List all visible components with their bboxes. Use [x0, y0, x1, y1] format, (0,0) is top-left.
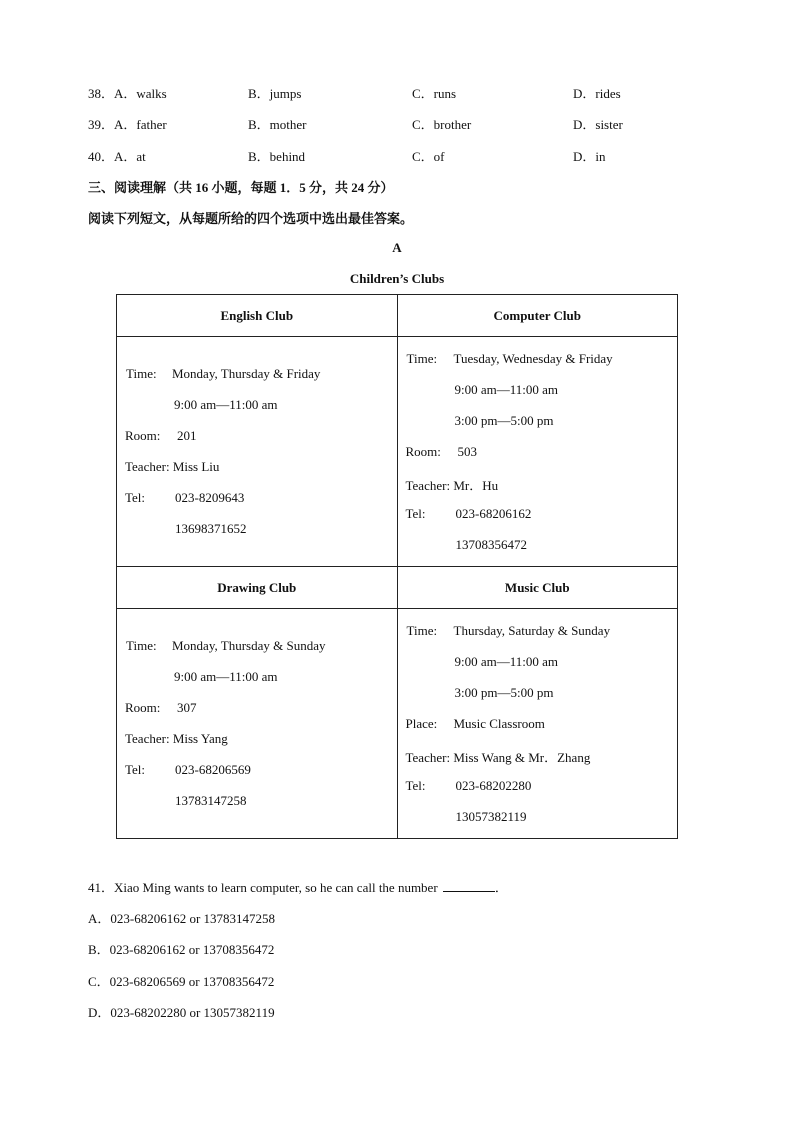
- time-line: [126, 366, 320, 382]
- question-40-number-option-a: [88, 146, 146, 165]
- question-38-row: [88, 83, 748, 103]
- tel-label: Tel:: [125, 762, 146, 777]
- answer-blank: [443, 881, 495, 892]
- question-40-row: [88, 146, 748, 166]
- question-number: 39．: [88, 117, 115, 132]
- question-41-option-c: C．023-68206569 or 13708356472: [88, 974, 275, 989]
- club-header-computer: [397, 295, 678, 337]
- time-slot: 9:00 am—11:00 am: [454, 382, 559, 397]
- option-c: C．brother: [412, 117, 472, 132]
- tel-line: [125, 490, 244, 506]
- time-slot: 3:00 pm—5:00 pm: [454, 685, 554, 700]
- room-line: [125, 700, 197, 716]
- tel-number: 13698371652: [175, 521, 247, 536]
- option-a: A．walks: [114, 86, 167, 101]
- teacher-label: Teacher:: [125, 731, 170, 746]
- tel-label: Tel:: [405, 778, 426, 793]
- room-label: Room:: [125, 700, 161, 715]
- question-39-row: [88, 114, 748, 134]
- time-line: [126, 638, 325, 654]
- option-c: C．of: [412, 149, 445, 164]
- question-41-stem: [88, 877, 508, 896]
- club-header-music: [397, 567, 678, 609]
- time-line: [407, 351, 613, 367]
- time-days: Tuesday, Wednesday & Friday: [453, 351, 613, 366]
- teacher-name: Mr．Hu: [453, 478, 499, 493]
- option-d: D．in: [573, 149, 606, 164]
- tel-label: Tel:: [125, 490, 146, 505]
- time-slot: 9:00 am—11:00 am: [454, 654, 559, 669]
- teacher-label: Teacher:: [405, 750, 451, 765]
- teacher-label: Teacher:: [125, 459, 170, 474]
- time-label: Time:: [406, 351, 438, 366]
- option-d: D．sister: [573, 117, 623, 132]
- passage-letter: A: [392, 240, 402, 255]
- drawing-club-details: [117, 609, 398, 839]
- room-line: [406, 444, 478, 460]
- tel-number: 023-68202280: [455, 778, 532, 793]
- club-name: Music Club: [504, 580, 570, 595]
- section-title: 三、阅读理解（共 16 小题，每题 1．5 分，共 24 分）: [88, 180, 394, 195]
- question-38-number-option-a: [88, 83, 167, 102]
- option-a: A．at: [114, 149, 146, 164]
- tel-line: [406, 506, 532, 522]
- teacher-line: [125, 731, 228, 747]
- club-header-english: [117, 295, 398, 337]
- time-slot: 9:00 am—11:00 am: [174, 669, 278, 684]
- room-number: 503: [457, 444, 477, 459]
- room-label: Room:: [125, 428, 161, 443]
- time-label: Time:: [126, 638, 157, 653]
- music-club-details: [397, 609, 678, 839]
- tel-line: [125, 762, 251, 778]
- time-line: [407, 623, 611, 639]
- tel-number: 13057382119: [455, 809, 527, 824]
- room-number: 201: [177, 428, 197, 443]
- place-name: Music Classroom: [453, 716, 545, 731]
- time-label: Time:: [406, 623, 438, 638]
- clubs-table: [116, 294, 678, 839]
- time-days: Monday, Thursday & Sunday: [172, 638, 326, 653]
- teacher-label: Teacher:: [405, 478, 451, 493]
- time-slot: 9:00 am—11:00 am: [174, 397, 278, 412]
- teacher-name: Miss Yang: [172, 731, 228, 746]
- tel-number: 13708356472: [455, 537, 527, 552]
- option-b: B．behind: [248, 149, 306, 164]
- club-name: Computer Club: [493, 308, 582, 323]
- place-line: [406, 716, 545, 732]
- room-line: [125, 428, 197, 444]
- teacher-name: Miss Liu: [172, 459, 220, 474]
- teacher-line: [406, 747, 591, 766]
- tel-label: Tel:: [405, 506, 426, 521]
- question-41-option-b: B．023-68206162 or 13708356472: [88, 942, 275, 957]
- section-instruction: 阅读下列短文，从每题所给的四个选项中选出最佳答案。: [88, 211, 414, 226]
- time-days: Thursday, Saturday & Sunday: [453, 623, 611, 638]
- teacher-line: [406, 475, 499, 494]
- teacher-line: [125, 459, 219, 475]
- question-41-option-a: A．023-68206162 or 13783147258: [88, 911, 276, 926]
- place-label: Place:: [405, 716, 438, 731]
- club-header-drawing: [117, 567, 398, 609]
- room-label: Room:: [405, 444, 441, 459]
- club-name: English Club: [220, 308, 294, 323]
- room-number: 307: [177, 700, 197, 715]
- question-end-punct: ．: [494, 880, 508, 895]
- tel-line: [406, 778, 532, 794]
- question-41-option-d: D．023-68202280 or 13057382119: [88, 1005, 275, 1020]
- question-39-number-option-a: [88, 114, 167, 133]
- question-text: 41．Xiao Ming wants to learn computer, so he can call the number: [88, 880, 438, 895]
- question-number: 38．: [88, 86, 115, 101]
- passage-title: Children’s Clubs: [349, 271, 445, 286]
- question-number: 40．: [88, 149, 115, 164]
- option-a: A．father: [114, 117, 167, 132]
- club-name: Drawing Club: [217, 580, 297, 595]
- tel-number: 023-8209643: [175, 490, 245, 505]
- option-d: D．rides: [573, 86, 621, 101]
- english-club-details: [117, 337, 398, 567]
- tel-number: 023-68206569: [175, 762, 251, 777]
- computer-club-details: [397, 337, 678, 567]
- tel-number: 023-68206162: [455, 506, 532, 521]
- teacher-name: Miss Wang & Mr．Zhang: [453, 750, 591, 765]
- tel-number: 13783147258: [175, 793, 247, 808]
- time-label: Time:: [126, 366, 157, 381]
- time-days: Monday, Thursday & Friday: [172, 366, 321, 381]
- time-slot: 3:00 pm—5:00 pm: [454, 413, 554, 428]
- option-b: B．jumps: [248, 86, 302, 101]
- option-b: B．mother: [248, 117, 307, 132]
- option-c: C．runs: [412, 86, 457, 101]
